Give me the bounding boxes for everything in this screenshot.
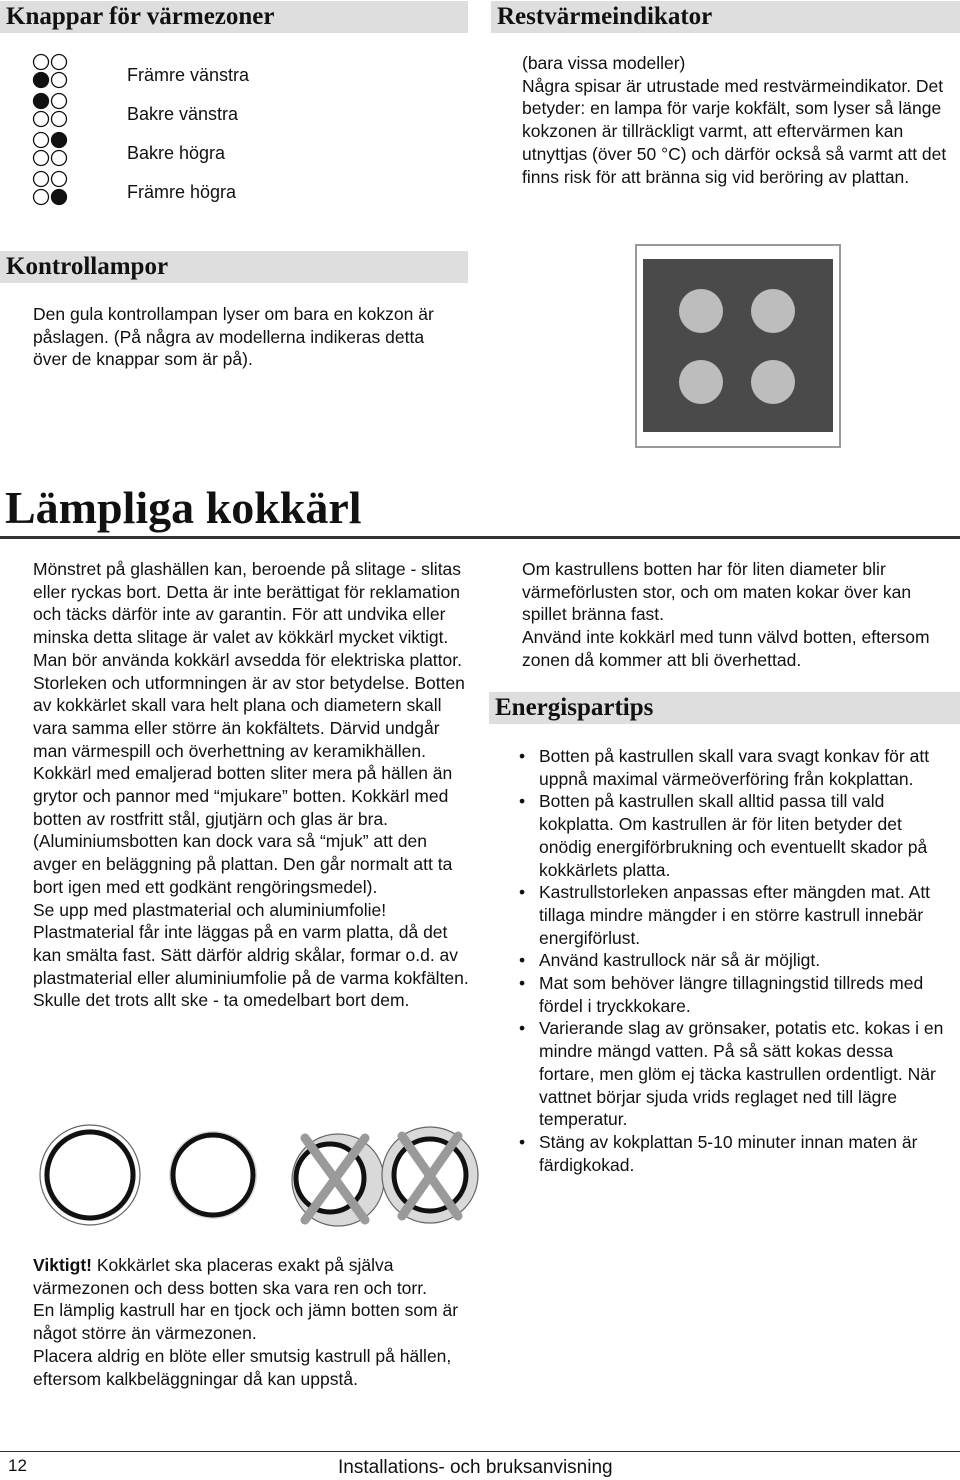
energy-tip: • Stäng av kokplattan 5-10 minuter innan maten är färdigkokad. <box>519 1131 951 1176</box>
cookware-left-column <box>33 558 473 1012</box>
knob-label-rear-right: Bakre högra <box>127 143 226 163</box>
cookware-paragraph-wear: Mönstret på glashällen kan, beroende på slitage - slitas eller ryckas bort. Detta är inte berättigat för reklamation och täcks därför inte av garantin. För att undvika eller minska detta slitage är valet av kökkärl mycket viktigt. <box>33 559 462 648</box>
energy-tip: • Mat som behöver längre tillagningstid tillreds med fördel i tryckkokare. <box>519 972 951 1017</box>
pot-placement-illustration <box>30 1120 480 1230</box>
knob-position-icons <box>28 50 76 210</box>
important-text-pot: En lämplig kastrull har en tjock och jämn botten som är något större än värmezonen. <box>33 1300 459 1344</box>
energy-tip: • Botten på kastrullen skall alltid passa till vald kokplatta. Om kastrullen är för liten betyder det onödig energiförbrukning och eventuellt skador på kokkärlets platta. <box>519 790 951 881</box>
cookware-heading-rule <box>0 536 960 539</box>
knob-label-front-left: Främre vänstra <box>127 65 250 85</box>
important-text-placement: Kokkärlet ska placeras exakt på själva värmezonen och dess botten ska vara ren och torr. <box>33 1255 427 1298</box>
control-lamps-heading: Kontrollampor <box>0 251 468 283</box>
hob-illustration <box>635 244 841 448</box>
cookware-paragraph-diameter: Om kastrullens botten har för liten diameter blir värmeförlusten stor, och om maten kokar över kan spillet bränna fast. <box>522 559 912 625</box>
residual-heat-heading: Restvärmeindikator <box>491 1 960 33</box>
cookware-paragraph-curved-bottom: Använd inte kokkärl med tunn välvd botten, eftersom zonen då kommer att bli överhettad. <box>522 627 930 670</box>
cookware-heading: Lämpliga kokkärl <box>5 482 362 533</box>
cookware-paragraph-plastic: Se upp med plastmaterial och aluminiumfolie! Plastmaterial får inte läggas på en varm platta, då det kan smälta fast. Sätt därför aldrig skålar, formar o.d. av plastmaterial eller aluminiumfolie på de varma kokfälten. Skulle det trots allt ske - ta omedelbart bort dem. <box>33 899 469 1011</box>
important-note <box>33 1254 473 1390</box>
footer-rule <box>0 1451 960 1452</box>
cookware-paragraph-choice: Man bör använda kokkärl avsedda för elektriska plattor. Storleken och utformningen är av stor betydelse. Botten av kokkärlet skall vara helt plana och diametern skall vara samma eller större än kokfältets. Därvid undgår man värmespill och överhettning av keramikhällen. Kokkärl med emaljerad botten sliter mera på hällen än grytor och pannor med “mjukare” botten. Kokkärl med botten av rostfritt stål, gjutjärn och glas är bra. (Aluminiumsbotten kan dock vara så “mjuk” att den avger en beläggning på plattan. Den går normalt att ta bort igen med ett godkänt rengöringsmedel). <box>33 649 465 897</box>
page-number: 12 <box>8 1456 27 1475</box>
knobs-heading: Knappar för värmezoner <box>0 1 468 33</box>
residual-heat-description: Några spisar är utrustade med restvärmeindikator. Det betyder: en lampa för varje kokfält, som lyser så länge kokzonen är tillräckligt varmt, att eftervärmen kan utnyttjas (över 50 °C) och därför också så varmt att det finns risk för att bränna sig vid beröring av plattan. <box>522 75 947 187</box>
energy-tip: • Använd kastrullock när så är möjligt. <box>519 949 951 972</box>
cookware-right-column <box>522 558 942 672</box>
knob-label-rear-left: Bakre vänstra <box>127 104 239 124</box>
energy-tip: • Varierande slag av grönsaker, potatis etc. kokas i en mindre mängd vatten. På så sätt kokas dessa fortare, men glöm ej täcka kastrullen ordentligt. När vattnet börjar sjuda vrids reglaget ned till lägre temperatur. <box>519 1017 951 1131</box>
energy-tip: • Botten på kastrullen skall vara svagt konkav för att uppnå maximal värmeöverföring från kokplattan. <box>519 745 951 790</box>
energy-tips-list <box>519 745 951 1176</box>
control-lamps-text: Den gula kontrollampan lyser om bara en kokzon är påslagen. (På några av modellerna indikeras detta över de knappar som är på). <box>33 304 434 370</box>
energy-tip: • Kastrullstorleken anpassas efter mängden mat. Att tillaga mindre mängder i en större kastrull innebär energiförlust. <box>519 881 951 949</box>
residual-heat-models-note: (bara vissa modeller) <box>522 53 686 73</box>
energy-tips-heading: Energispartips <box>489 692 960 724</box>
important-label: Viktigt! <box>33 1255 92 1275</box>
knob-label-front-right: Främre högra <box>127 182 237 202</box>
footer-title: Installations- och bruksanvisning <box>338 1457 613 1478</box>
residual-heat-text <box>522 52 947 188</box>
important-text-wet: Placera aldrig en blöte eller smutsig kastrull på hällen, eftersom kalkbeläggningar då kan uppstå. <box>33 1345 452 1389</box>
